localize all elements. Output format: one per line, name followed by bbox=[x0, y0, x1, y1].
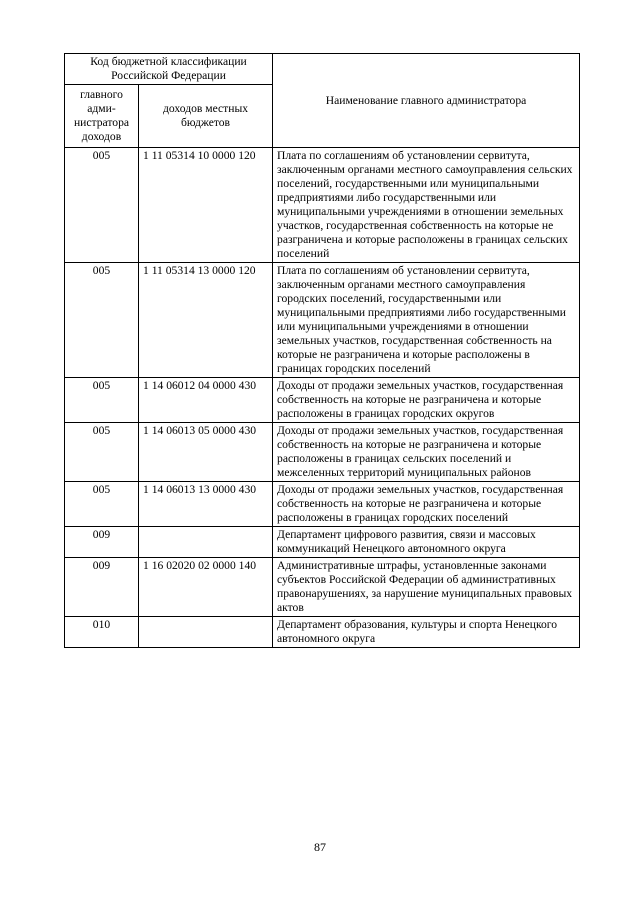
cell-administrator-name: Плата по соглашениям об установлении сервитута, заключенным органами местного самоуправления городских поселений, государственными или муниципальными предприятиями либо государственными или муниципальными учреждениями в отношении земельных участков, государственная собственность на которые не разграничена и которые расположены в границах городских поселений bbox=[273, 263, 580, 378]
table-row bbox=[65, 263, 580, 378]
cell-administrator-name: Доходы от продажи земельных участков, государственная собственность на которые не разграничена и которые расположены в границах городских округов bbox=[273, 378, 580, 423]
table-row bbox=[65, 558, 580, 617]
cell-income-code bbox=[139, 617, 273, 648]
cell-income-code: 1 14 06013 13 0000 430 bbox=[139, 482, 273, 527]
budget-classification-table bbox=[64, 53, 580, 648]
cell-admin-code: 005 bbox=[65, 263, 139, 378]
page-number: 87 bbox=[314, 840, 326, 854]
cell-admin-code: 005 bbox=[65, 378, 139, 423]
table-row bbox=[65, 148, 580, 263]
header-col-admin: главного адми-нистратора доходов bbox=[65, 85, 139, 148]
cell-admin-code: 009 bbox=[65, 527, 139, 558]
cell-administrator-name: Департамент цифрового развития, связи и массовых коммуникаций Ненецкого автономного округа bbox=[273, 527, 580, 558]
cell-income-code: 1 16 02020 02 0000 140 bbox=[139, 558, 273, 617]
table-row bbox=[65, 423, 580, 482]
table-body bbox=[65, 148, 580, 648]
cell-income-code: 1 11 05314 13 0000 120 bbox=[139, 263, 273, 378]
cell-administrator-name: Плата по соглашениям об установлении сервитута, заключенным органами местного самоуправления сельских поселений, государственными или муниципальными предприятиями либо государственными или муниципальными учреждениями в отношении земельных участков, государственная собственность на которые не разграничена и которые расположены в границах сельских поселений bbox=[273, 148, 580, 263]
administrator-row bbox=[65, 617, 580, 648]
cell-administrator-name: Доходы от продажи земельных участков, государственная собственность на которые не разграничена и которые расположены в границах городских поселений bbox=[273, 482, 580, 527]
cell-income-code bbox=[139, 527, 273, 558]
cell-income-code: 1 14 06012 04 0000 430 bbox=[139, 378, 273, 423]
header-col-income: доходов местных бюджетов bbox=[139, 85, 273, 148]
cell-admin-code: 005 bbox=[65, 482, 139, 527]
administrator-row bbox=[65, 527, 580, 558]
cell-income-code: 1 11 05314 10 0000 120 bbox=[139, 148, 273, 263]
cell-administrator-name: Доходы от продажи земельных участков, государственная собственность на которые не разграничена и которые расположены в границах сельских поселений и межселенных территорий муниципальных районов bbox=[273, 423, 580, 482]
header-col-name: Наименование главного администратора bbox=[273, 54, 580, 148]
cell-administrator-name: Административные штрафы, установленные законами субъектов Российской Федерации об административных правонарушениях, за нарушение муниципальных правовых актов bbox=[273, 558, 580, 617]
cell-administrator-name: Департамент образования, культуры и спорта Ненецкого автономного округа bbox=[273, 617, 580, 648]
cell-admin-code: 005 bbox=[65, 148, 139, 263]
header-row-group bbox=[65, 54, 580, 85]
cell-admin-code: 010 bbox=[65, 617, 139, 648]
table-row bbox=[65, 378, 580, 423]
header-group-title: Код бюджетной классификации Российской Федерации bbox=[65, 54, 273, 85]
table-row bbox=[65, 482, 580, 527]
cell-income-code: 1 14 06013 05 0000 430 bbox=[139, 423, 273, 482]
cell-admin-code: 005 bbox=[65, 423, 139, 482]
cell-admin-code: 009 bbox=[65, 558, 139, 617]
